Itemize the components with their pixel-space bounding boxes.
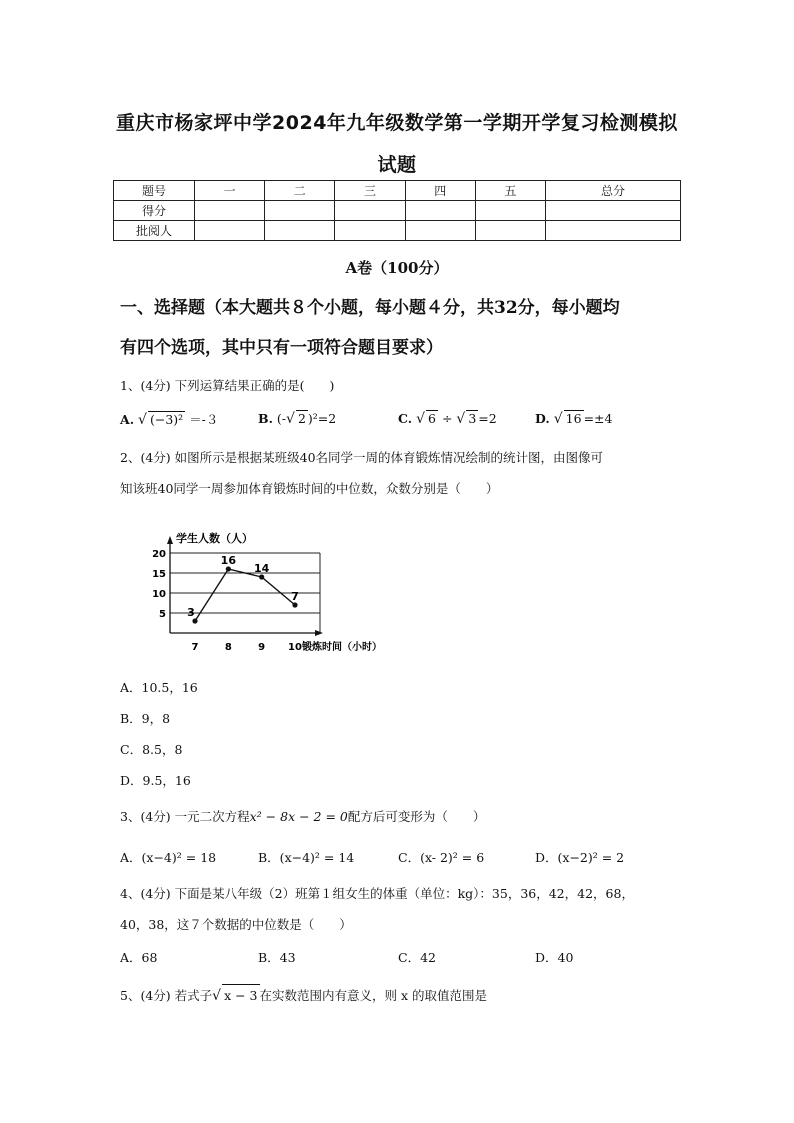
q3-option-b: B．(x−4)² = 14 — [258, 850, 355, 865]
chart-ylabel: 学生人数（人） — [176, 532, 253, 545]
q1-option-c — [398, 410, 497, 427]
score-cell — [265, 201, 335, 221]
option-text: =±4 — [583, 411, 613, 426]
score-cell — [546, 221, 681, 241]
q5-stem — [120, 984, 680, 1007]
q3-option-a: A．(x−4)² = 18 — [120, 850, 217, 865]
q2-option-a: A．10.5，16 — [120, 680, 198, 695]
q1-option-d — [535, 410, 612, 427]
score-cell — [195, 221, 265, 241]
score-cell — [265, 221, 335, 241]
section-a-heading: A卷（100分） — [345, 259, 449, 277]
q4-stem-line2: 40，38，这７个数据的中位数是（ ） — [120, 917, 352, 932]
option-label: C. — [398, 411, 413, 426]
sqrt-icon: √ — [553, 411, 563, 427]
exam-title-line2: 试题 — [377, 154, 417, 176]
score-header-cell: 二 — [265, 181, 335, 201]
score-header-cell: 总分 — [546, 181, 681, 201]
q3-equation: x² − 8x − 2 = 0 — [249, 809, 348, 824]
score-cell — [405, 221, 475, 241]
score-row-label: 批阅人 — [114, 221, 195, 241]
score-cell — [475, 201, 545, 221]
q2-option-c: C．8.5，8 — [120, 742, 183, 757]
radicand: (−3)² — [149, 412, 184, 427]
score-header-cell: 四 — [405, 181, 475, 201]
q4-option-a: A．68 — [120, 950, 158, 965]
chart-ytick-label: 20 — [152, 549, 166, 560]
chart-data-point — [259, 574, 264, 579]
score-table-header-row — [114, 181, 681, 201]
chart-data-point — [292, 602, 297, 607]
sqrt-icon: √ — [456, 411, 466, 427]
radicand: 3 — [468, 411, 477, 426]
section1-heading-line2: 有四个选项，其中只有一项符合题目要求） — [120, 338, 443, 358]
reviewer-row — [114, 221, 681, 241]
option-label: A. — [120, 412, 135, 427]
chart-y-arrow-icon — [167, 536, 173, 544]
sqrt-icon: √ — [138, 412, 147, 428]
section1-heading-line1: 一、选择题（本大题共８个小题，每小题４分，共32分，每小题均 — [120, 298, 620, 318]
option-text: =2 — [478, 411, 497, 426]
score-header-cell: 三 — [335, 181, 405, 201]
score-table — [113, 180, 681, 241]
chart-xtick-label: 9 — [258, 642, 266, 653]
chart-data-label: 16 — [220, 554, 236, 567]
q2-option-d: D．9.5，16 — [120, 773, 191, 788]
q4-options — [120, 948, 680, 972]
q2-line-chart — [140, 528, 410, 658]
score-cell — [195, 201, 265, 221]
exam-title-line1: 重庆市杨家坪中学2024年九年级数学第一学期开学复习检测模拟 — [116, 112, 678, 134]
sqrt-icon: √ — [286, 411, 295, 427]
score-cell — [335, 221, 405, 241]
option-label: D. — [535, 411, 550, 426]
score-header-cell: 一 — [195, 181, 265, 201]
chart-ytick-label: 15 — [152, 569, 166, 580]
q1-option-a — [120, 410, 218, 428]
q1-stem: 1、(4分) 下列运算结果正确的是( ) — [120, 378, 335, 393]
q2-stem-line1: 2、(4分) 如图所示是根据某班级40名同学一周的体育锻炼情况绘制的统计图，由图像可 — [120, 450, 604, 465]
option-text: ÷ — [441, 411, 453, 426]
q3-stem — [120, 806, 680, 828]
q4-stem-line1: 4、(4分) 下面是某八年级（2）班第１组女生的体重（单位：kg）：35，36，42，42，68， — [120, 886, 634, 901]
q4-option-c: C．42 — [398, 950, 436, 965]
q5-stem-post: 在实数范围内有意义，则 x 的取值范围是 — [259, 988, 487, 1003]
q3-options — [120, 848, 680, 872]
radicand: 6 — [428, 411, 436, 426]
option-text: )²=2 — [307, 411, 337, 426]
sqrt-icon: √ — [416, 411, 425, 427]
sqrt-icon: √ — [212, 988, 222, 1004]
chart-xlabel: 锻炼时间（小时） — [302, 642, 382, 653]
score-cell — [546, 201, 681, 221]
q3-option-c: C．(x- 2)² = 6 — [398, 850, 485, 865]
q5-stem-pre: 5、(4分) 若式子 — [120, 988, 213, 1003]
option-text: ＝-３ — [189, 412, 219, 427]
chart-data-point — [226, 566, 231, 571]
q3-stem-pre: 3、(4分) 一元二次方程 — [120, 809, 250, 824]
q4-option-b: B．43 — [258, 950, 296, 965]
chart-x-arrow-icon — [315, 630, 323, 636]
score-header-cell: 五 — [475, 181, 545, 201]
q2-stem-line2: 知该班40同学一周参加体育锻炼时间的中位数，众数分别是（ ） — [120, 481, 499, 496]
option-text: (- — [276, 411, 287, 426]
q2-option-b: B．9，8 — [120, 711, 171, 726]
score-cell — [335, 201, 405, 221]
chart-xtick-label: 7 — [191, 642, 199, 653]
q1-option-b — [258, 410, 336, 427]
score-header-cell: 题号 — [114, 181, 195, 201]
chart-ytick-label: 10 — [152, 589, 166, 600]
radicand: 2 — [297, 411, 306, 426]
q4-option-d: D．40 — [535, 950, 574, 965]
q3-stem-post: 配方后可变形为（ ） — [347, 809, 486, 824]
score-cell — [405, 201, 475, 221]
score-row — [114, 201, 681, 221]
chart-data-point — [192, 618, 197, 623]
option-label: B. — [258, 411, 273, 426]
chart-data-label: 7 — [291, 590, 299, 603]
score-cell — [475, 221, 545, 241]
chart-ytick-label: 5 — [159, 609, 166, 620]
chart-xtick-label: 10 — [288, 642, 302, 653]
score-row-label: 得分 — [114, 201, 195, 221]
radicand: x − 3 — [222, 984, 259, 1007]
chart-xtick-label: 8 — [224, 642, 232, 653]
chart-data-label: 3 — [187, 606, 195, 619]
q1-options — [120, 410, 680, 434]
chart-data-label: 14 — [254, 562, 270, 575]
radicand: 16 — [565, 411, 582, 426]
q3-option-d: D．(x−2)² = 2 — [535, 850, 625, 865]
